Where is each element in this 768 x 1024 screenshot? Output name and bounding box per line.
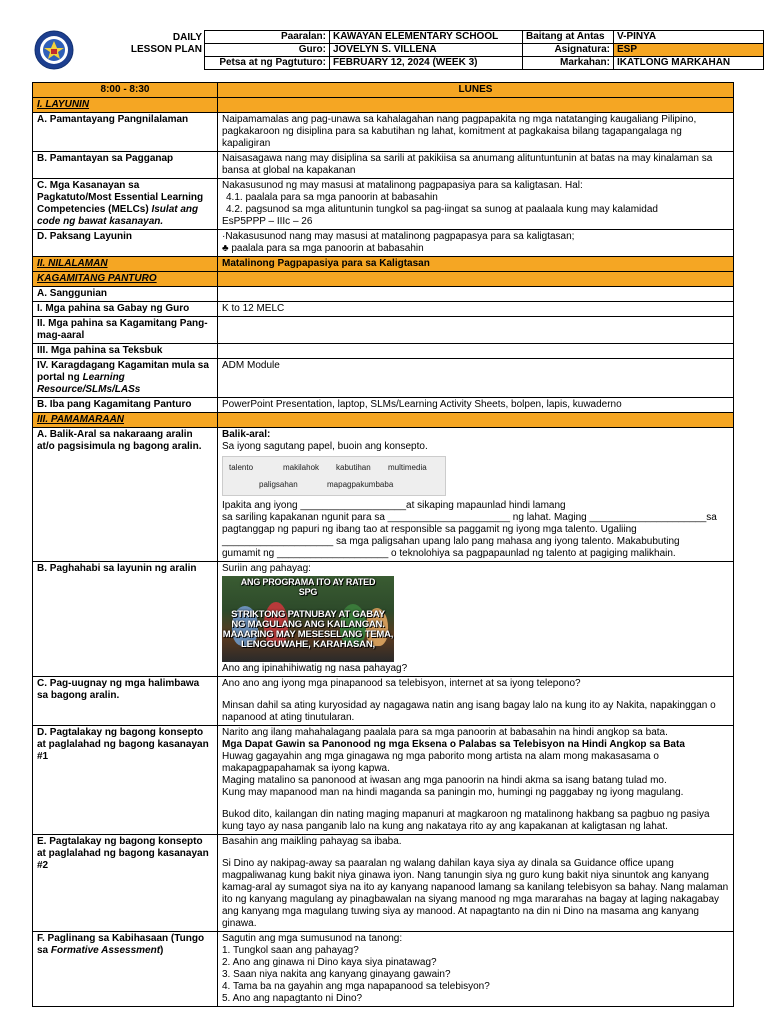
petsa-value: FEBRUARY 12, 2024 (WEEK 3) xyxy=(330,57,523,70)
table-row xyxy=(33,230,734,257)
table-row xyxy=(33,152,734,179)
nilalaman-topic: Matalinong Pagpapasiya para sa Kaligtasan xyxy=(218,257,734,272)
title-line-2: LESSON PLAN xyxy=(130,44,202,55)
row-label: C. Mga Kasanayan sa Pagkatuto/Most Essential Learning Competencies (MELCs) Isulat ang code ng bawat kasanayan. xyxy=(33,179,218,230)
markahan-label: Markahan: xyxy=(523,57,614,70)
row-label: C. Pag-uugnay ng mga halimbawa sa bagong aralin. xyxy=(33,677,218,726)
row-label: B. Iba pang Kagamitang Panturo xyxy=(33,398,218,413)
title-line-1: DAILY xyxy=(172,32,202,43)
asignatura-value: ESP xyxy=(614,44,764,57)
row-content: Balik-aral: Sa iyong sagutang papel, buoin ang konsepto. talento makilahok kabutihan multimedia paligsahan mapagpakumbaba Ipakita ang iyong ___________________at sikaping mapaunlad hindi lamang sa sariling kapakanan ngunit para sa ______________________ ng lahat. Maging _____________________sa pagtanggap ng papuri ng ibang tao at responsible sa paggamit ng iyong mga talento. Ugaliing ____________________ sa mga paligsahan upang lalo pang mahasa ang iyong talento. Makabubuting gumamit ng ____________________ o teknolohiya sa pagpapaunlad ng talento at pagiging malikhain. xyxy=(218,428,734,562)
row-label: D. Pagtalakay ng bagong konsepto at paglalahad ng bagong kasanayan #1 xyxy=(33,726,218,835)
spg-rating-image xyxy=(222,576,394,662)
table-row xyxy=(33,726,734,835)
row-label: A. Sanggunian xyxy=(33,287,218,302)
table-row xyxy=(33,179,734,230)
word-bank-item: multimedia xyxy=(388,463,427,472)
guro-label: Guro: xyxy=(205,44,330,57)
section-nilalaman xyxy=(33,257,734,272)
table-row xyxy=(33,113,734,152)
section-layunin xyxy=(33,98,734,113)
row-label: I. Mga pahina sa Gabay ng Guro xyxy=(33,302,218,317)
row-label: F. Paglinang sa Kabihasaan (Tungo sa Formative Assessment) xyxy=(33,932,218,1007)
markahan-value: IKATLONG MARKAHAN xyxy=(614,57,764,70)
baitang-value: V-PINYA xyxy=(614,31,764,44)
table-row xyxy=(33,302,734,317)
petsa-label: Petsa at ng Pagtuturo: xyxy=(205,57,330,70)
row-content: PowerPoint Presentation, laptop, SLMs/Learning Activity Sheets, bolpen, lapis, kuwaderno xyxy=(218,398,734,413)
image-caption: MAAARING MAY MESESELANG TEMA, xyxy=(222,629,394,640)
asignatura-label: Asignatura: xyxy=(523,44,614,57)
row-label: B. Paghahabi sa layunin ng aralin xyxy=(33,562,218,677)
table-header-row xyxy=(33,83,734,98)
section-kagamitan xyxy=(33,272,734,287)
lesson-plan-page xyxy=(32,30,734,1004)
row-content: Narito ang ilang mahahalagang paalala para sa mga panoorin at babasahin na hindi angkop sa bata. Mga Dapat Gawin sa Panonood ng mga Eksena o Palabas sa Telebisyon na Hindi Angkop sa Bata Huwag gagayahin ang mga ginagawa ng mga paborito mong artista na alam mong makasasama o makapagpapahamak sa iyong kapwa. Maging matalino sa panonood at iwasan ang mga panoorin na hindi akma sa isang batang tulad mo. Kung may mapanood man na hindi maganda sa paningin mo, humingi ng paggabay ng iyong magulang. Bukod dito, kailangan din nating maging mapanuri at magkaroon ng matalinong hakbang sa pagbuo ng pasiya kung tayo ay nasa panganib lalo na kung ang nakataya rito ay ang kapakanan at kaligtasan ng lahat. xyxy=(218,726,734,835)
document-title xyxy=(77,32,202,56)
row-content: Ano ano ang iyong mga pinapanood sa telebisyon, internet at sa iyong telepono? Minsan dahil sa ating kuryosidad ay nagagawa natin ang isang bagay lalo na kung ito ay Nakita, napakinggan o napanood at ating tinutularan. xyxy=(218,677,734,726)
lesson-table xyxy=(32,82,734,1007)
table-row xyxy=(33,287,734,302)
word-bank-item: talento xyxy=(229,463,254,472)
row-label: IV. Karagdagang Kagamitan mula sa portal ng Learning Resource/SLMs/LASs xyxy=(33,359,218,398)
paaralan-value: KAWAYAN ELEMENTARY SCHOOL xyxy=(330,31,523,44)
day-cell: LUNES xyxy=(218,83,734,98)
image-caption: ANG PROGRAMA ITO AY RATED xyxy=(240,577,376,587)
word-bank xyxy=(222,456,446,496)
time-cell: 8:00 - 8:30 xyxy=(33,83,218,98)
balik-aral-title: Balik-aral: xyxy=(222,429,271,440)
header xyxy=(32,30,734,72)
table-row xyxy=(33,677,734,726)
row-content: Suriin ang pahayag: ANG PROGRAMA ITO AY RATED SPG STRIKTONG PATNUBAY AT GABAY NG MAGULANG ANG KAILANGAN. MAAARING MAY MESESELANG TEMA, LENGGUWAHE, KARAHASAN, Ano ang ipinahihiwatig ng nasa pahayag? xyxy=(218,562,734,677)
row-label: A. Balik-Aral sa nakaraang aralin at/o pagsisimula ng bagong aralin. xyxy=(33,428,218,562)
table-row xyxy=(33,344,734,359)
row-content: Basahin ang maikling pahayag sa ibaba. Si Dino ay nakipag-away sa paaralan ng walang dahilan kaya siya ay dinala sa Guidance office upang magpaliwanag kung bakit niya ginawa iyon. Nang tanungin siya ng guro kung bakit niya sinuntok ang kanyang kamag-aral ay sumagot siya na ito ay kanyang napanood lamang sa kanilang telebisyon sa bahay. Nang malaman ito ng kanyang magulang ay pinagbawalan na siyang manood ng mga mararahas na bagay at laging nakagabay ang kanyang mga magulang tuwing siya ay manood. At napagtanto na din ni Dino na masama ang kanyang ginawa. xyxy=(218,835,734,932)
row-label: D. Paksang Layunin xyxy=(33,230,218,257)
table-row xyxy=(33,428,734,562)
row-content: Sagutin ang mga sumusunod na tanong: 1. Tungkol saan ang pahayag? 2. Ano ang ginawa ni Dino kaya siya pinatawag? 3. Saan niya nakita ang kanyang ginayang gawain? 4. Tama ba na gayahin ang mga napapanood sa telebisyon? 5. Ano ang napagtanto ni Dino? xyxy=(218,932,734,1007)
row-content: Naipamamalas ang pag-unawa sa kahalagahan nang pagpapakita ng mga natatanging kaugaliang Pilipino, pagkakaroon ng disiplina para sa kabutihan ng lahat, komitment at pagkakaisa bilang tagapangalaga ng kapaligiran xyxy=(218,113,734,152)
row-label: III. Mga pahina sa Teksbuk xyxy=(33,344,218,359)
image-caption: LENGGUWAHE, KARAHASAN, xyxy=(241,639,375,650)
row-label: B. Pamantayan sa Pagganap xyxy=(33,152,218,179)
header-info-table xyxy=(204,30,764,70)
word-bank-item: mapagpakumbaba xyxy=(327,480,394,489)
row-content: K to 12 MELC xyxy=(218,302,734,317)
row-label: II. Mga pahina sa Kagamitang Pang-mag-aaral xyxy=(33,317,218,344)
row-content: ·Nakasusunod nang may masusi at matalinong pagpapasya para sa kaligtasan; ♣ paalala para sa mga panoorin at babasahin xyxy=(218,230,734,257)
row-content: ADM Module xyxy=(218,359,734,398)
word-bank-item: kabutihan xyxy=(336,463,371,472)
layunin-heading: I. LAYUNIN xyxy=(33,98,218,113)
word-bank-item: paligsahan xyxy=(259,480,298,489)
baitang-label: Baitang at Antas xyxy=(523,31,614,44)
table-row xyxy=(33,562,734,677)
word-bank-item: makilahok xyxy=(283,463,320,472)
guro-value: JOVELYN S. VILLENA xyxy=(330,44,523,57)
kagamitan-heading: KAGAMITANG PANTURO xyxy=(33,272,218,287)
paaralan-label: Paaralan: xyxy=(205,31,330,44)
table-row xyxy=(33,359,734,398)
table-row xyxy=(33,932,734,1007)
table-row xyxy=(33,835,734,932)
pamamaraan-heading: III. PAMAMARAAN xyxy=(33,413,218,428)
row-content: Naisasagawa nang may disiplina sa sarili at pakikiisa sa anumang alituntuntunin at batas na may kinalaman sa bansa at global na kapakanan xyxy=(218,152,734,179)
section-pamamaraan xyxy=(33,413,734,428)
image-caption: SPG xyxy=(298,587,318,597)
row-content: Nakasusunod ng may masusi at matalinong pagpapasiya para sa kaligtasan. Hal: 4.1. paalala para sa mga panoorin at babasahin 4.2. pagsunod sa mga alituntunin tungkol sa pag-iingat sa sunog at paalaala kung may kalamidad EsP5PPP – IIIc – 26 xyxy=(218,179,734,230)
row-label: A. Pamantayang Pangnilalaman xyxy=(33,113,218,152)
deped-seal-logo xyxy=(34,30,74,70)
table-row xyxy=(33,317,734,344)
row-label: E. Pagtalakay ng bagong konsepto at paglalahad ng bagong kasanayan #2 xyxy=(33,835,218,932)
table-row xyxy=(33,398,734,413)
nilalaman-heading: II. NILALAMAN xyxy=(33,257,218,272)
image-caption: STRIKTONG PATNUBAY AT GABAY xyxy=(231,609,385,620)
image-caption: NG MAGULANG ANG KAILANGAN. xyxy=(231,619,385,630)
